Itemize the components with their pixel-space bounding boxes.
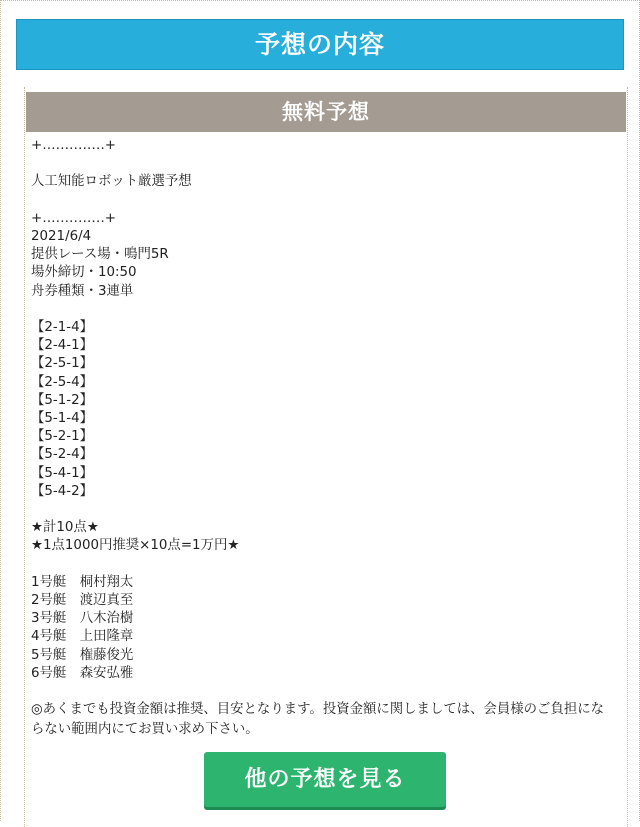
combination-item: 【5-2-1】 (31, 429, 94, 445)
prediction-body (31, 137, 616, 683)
combination-item: 【5-1-2】 (31, 392, 94, 408)
spacer (31, 301, 616, 319)
racer-item: 4号艇 上田隆章 (31, 629, 134, 645)
race-date: 2021/6/4 (31, 228, 92, 244)
total-points: ★計10点★ (31, 520, 99, 536)
other-predictions-button[interactable]: 他の予想を見る (204, 752, 446, 807)
racer-item: 2号艇 渡辺真至 (31, 593, 134, 608)
racer-item: 1号艇 桐村翔太 (31, 574, 134, 590)
combination-item: 【5-1-4】 (31, 411, 94, 426)
ticket-type: 舟券種類・3連単 (31, 283, 134, 299)
section-title: 無料予想 (26, 92, 626, 132)
combination-item: 【5-4-1】 (31, 465, 94, 481)
stake-recommendation: ★1点1000円推奨×10点=1万円★ (31, 538, 240, 554)
prediction-name: 人工知能ロボット厳選予想 (31, 174, 192, 190)
spacer (31, 155, 616, 173)
spacer (31, 501, 616, 519)
combination-item: 【5-4-2】 (31, 483, 94, 499)
racer-item: 6号艇 森安弘雅 (31, 665, 134, 681)
spacer (31, 192, 616, 210)
racer-item: 3号艇 八木治樹 (31, 611, 134, 627)
race-deadline: 場外締切・10:50 (31, 265, 137, 281)
combination-item: 【5-2-4】 (31, 447, 94, 463)
race-venue: 提供レース場・鳴門5R (31, 247, 169, 263)
combination-item: 【2-5-4】 (31, 374, 94, 390)
divider-bottom: +‥‥‥‥‥‥‥+ (31, 210, 117, 226)
racer-item: 5号艇 権藤俊光 (31, 647, 134, 663)
divider-top: +‥‥‥‥‥‥‥+ (31, 138, 117, 153)
combination-item: 【2-5-1】 (31, 356, 94, 372)
combination-item: 【2-1-4】 (31, 319, 94, 335)
page-title: 予想の内容 (16, 19, 624, 70)
combination-item: 【2-4-1】 (31, 338, 94, 354)
spacer (31, 556, 616, 574)
investment-note: ◎あくまでも投資金額は推奨、目安となります。投資金額に関しましては、会員様のご負担にならない範囲内にてお買い求め下さい。 (31, 702, 605, 737)
